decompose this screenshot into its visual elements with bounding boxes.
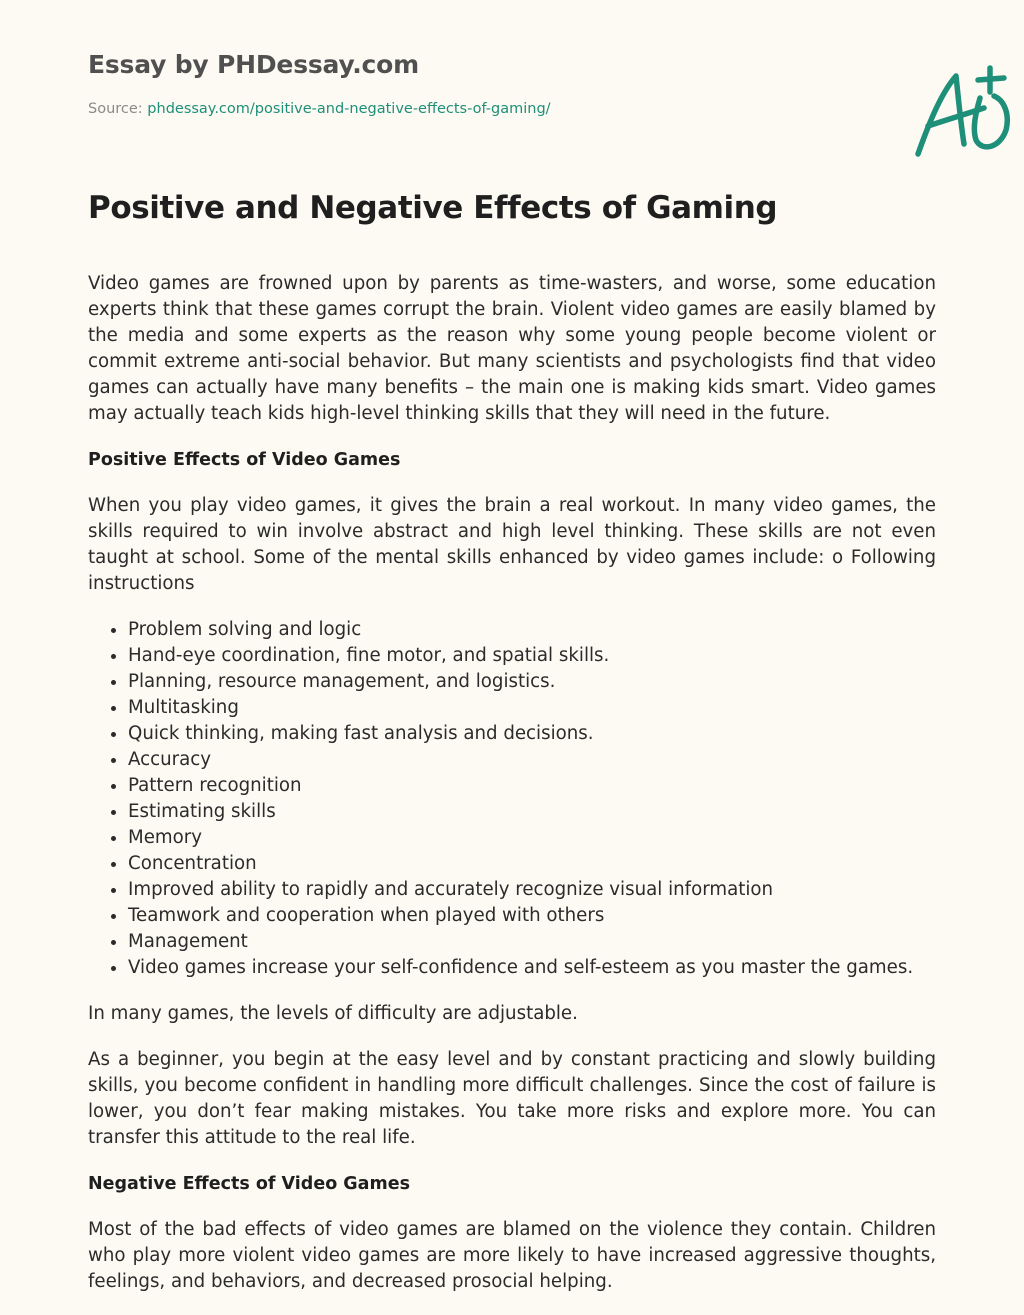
positive-paragraph-1: When you play video games, it gives the brain a real workout. In many video games, the skills required to win involve abstract and high level thinking. These skills are not even taught at school. Some of the mental skills enhanced by video games include: o Following instructions [88, 495, 936, 594]
list-item: • Hand-eye coordination, fine motor, and spatial skills. [128, 643, 936, 669]
list-item: • Management [128, 929, 936, 955]
source-label: Source: [88, 101, 148, 117]
list-item: • Estimating skills [128, 799, 936, 825]
positive-paragraph-3: As a beginner, you begin at the easy level and by constant practicing and slowly building skills, you become confident in handling more difficult challenges. Since the cost of failure is lower, you don’t fear making mistakes. You take more risks and explore more. You can transfer this attitude to the real life. [88, 1049, 936, 1148]
list-item: • Memory [128, 825, 936, 851]
list-item: • Concentration [128, 851, 936, 877]
list-item: • Accuracy [128, 747, 936, 773]
list-item: • Multitasking [128, 695, 936, 721]
negative-effects-heading: Negative Effects of Video Games [88, 1174, 410, 1194]
negative-paragraph-1: Most of the bad effects of video games are blamed on the violence they contain. Children who play more violent video games are more likely to have increased aggressive thoughts, feelings, and behaviors, and decreased prosocial helping. [88, 1219, 936, 1292]
positive-paragraph-2: In many games, the levels of difficulty are adjustable. [88, 1003, 578, 1024]
skills-list [88, 617, 936, 981]
intro-paragraph: Video games are frowned upon by parents as time-wasters, and worse, some education experts think that these games corrupt the brain. Violent video games are easily blamed by the media and some experts as the reason why some young people become violent or commit extreme anti-social behavior. But many scientists and psychologists find that video games can actually have many benefits – the main one is making kids smart. Video games may actually teach kids high-level thinking skills that they will need in the future. [88, 273, 936, 424]
source-link[interactable]: phdessay.com/positive-and-negative-effects-of-gaming/ [147, 101, 551, 117]
a-plus-grade-icon [908, 62, 1018, 162]
list-item: • Teamwork and cooperation when played with others [128, 903, 936, 929]
essay-body [88, 271, 936, 1315]
essay-title: Positive and Negative Effects of Gaming [88, 190, 778, 226]
list-item: • Improved ability to rapidly and accurately recognize visual information [128, 877, 936, 903]
source-line [88, 101, 551, 117]
list-item: • Quick thinking, making fast analysis and decisions. [128, 721, 936, 747]
site-brand: Essay by PHDessay.com [88, 50, 419, 79]
list-item: • Planning, resource management, and logistics. [128, 669, 936, 695]
list-item: • Video games increase your self-confidence and self-esteem as you master the games. [128, 955, 936, 981]
list-item: • Pattern recognition [128, 773, 936, 799]
list-item: • Problem solving and logic [128, 617, 936, 643]
positive-effects-heading: Positive Effects of Video Games [88, 450, 401, 470]
